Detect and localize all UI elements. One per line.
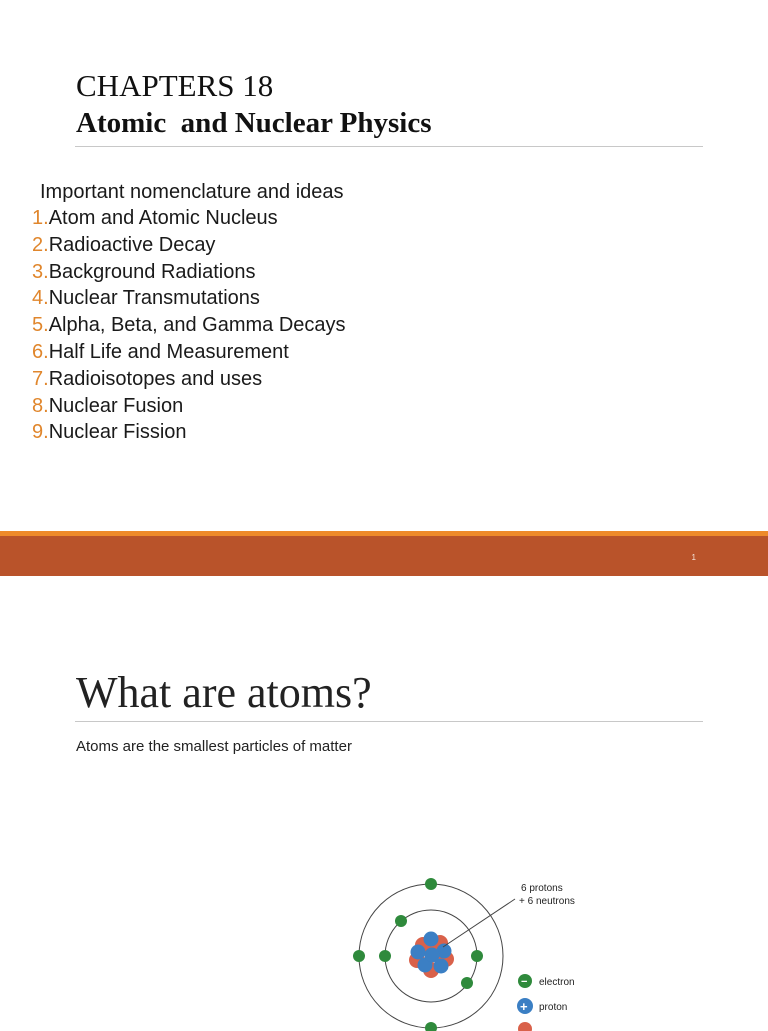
topic-item (32, 393, 346, 420)
topic-item (32, 339, 346, 366)
electron (471, 950, 483, 962)
topic-number: 6. (32, 340, 49, 363)
chapter-heading: CHAPTERS 18 (76, 68, 274, 103)
page-number: 1 (691, 553, 696, 562)
title-divider (75, 146, 703, 147)
topic-item (32, 312, 346, 339)
topic-text: Nuclear Fission (48, 421, 187, 444)
topic-text: Half Life and Measurement (48, 340, 289, 363)
topic-number: 4. (32, 287, 49, 310)
topic-text: Alpha, Beta, and Gamma Decays (48, 314, 346, 337)
proton (425, 948, 440, 963)
chapter-title: Atomic and Nuclear Physics (76, 107, 432, 139)
topic-number: 2. (32, 233, 49, 256)
topic-text: Background Radiations (48, 260, 256, 283)
topic-item (32, 285, 346, 312)
topic-item (32, 419, 346, 446)
nucleus-label-protons: 6 protons (521, 883, 563, 894)
electron (353, 950, 365, 962)
legend-proton-symbol: + (520, 999, 528, 1014)
proton (411, 945, 426, 960)
topic-text: Nuclear Fusion (48, 394, 184, 417)
topic-number: 5. (32, 314, 49, 337)
topic-number: 3. (32, 260, 49, 283)
topic-item (32, 366, 346, 393)
topic-number: 7. (32, 367, 49, 390)
legend-neutron-icon (518, 1022, 532, 1031)
topic-item (32, 205, 346, 232)
topic-text: Nuclear Transmutations (48, 287, 260, 310)
topic-item (32, 232, 346, 259)
intro-text: Important nomenclature and ideas (40, 181, 344, 203)
topic-text: Radioactive Decay (48, 233, 216, 256)
nucleus (409, 932, 454, 979)
topic-list (32, 205, 346, 446)
topic-number: 1. (32, 207, 49, 229)
topic-number: 9. (32, 421, 49, 444)
legend-electron-symbol: − (521, 976, 528, 988)
topic-item (32, 259, 346, 286)
atom-diagram (345, 871, 605, 1031)
slide-title: What are atoms? (76, 668, 372, 717)
proton (424, 932, 439, 947)
body-text: Atoms are the smallest particles of matter (76, 738, 352, 755)
electron (395, 915, 407, 927)
nucleus-label-neutrons: + 6 neutrons (519, 896, 575, 907)
electron (461, 977, 473, 989)
topic-text: Atom and Atomic Nucleus (48, 207, 278, 229)
legend-electron-label: electron (539, 977, 575, 988)
electron (425, 1022, 437, 1031)
slide-2 (0, 576, 768, 1024)
label-pointer (443, 899, 515, 947)
legend-proton-label: proton (539, 1002, 568, 1013)
electron (425, 878, 437, 890)
footer-band (0, 531, 768, 576)
topic-text: Radioisotopes and uses (48, 367, 263, 390)
electron (379, 950, 391, 962)
title-divider (75, 721, 703, 722)
topic-number: 8. (32, 394, 49, 417)
